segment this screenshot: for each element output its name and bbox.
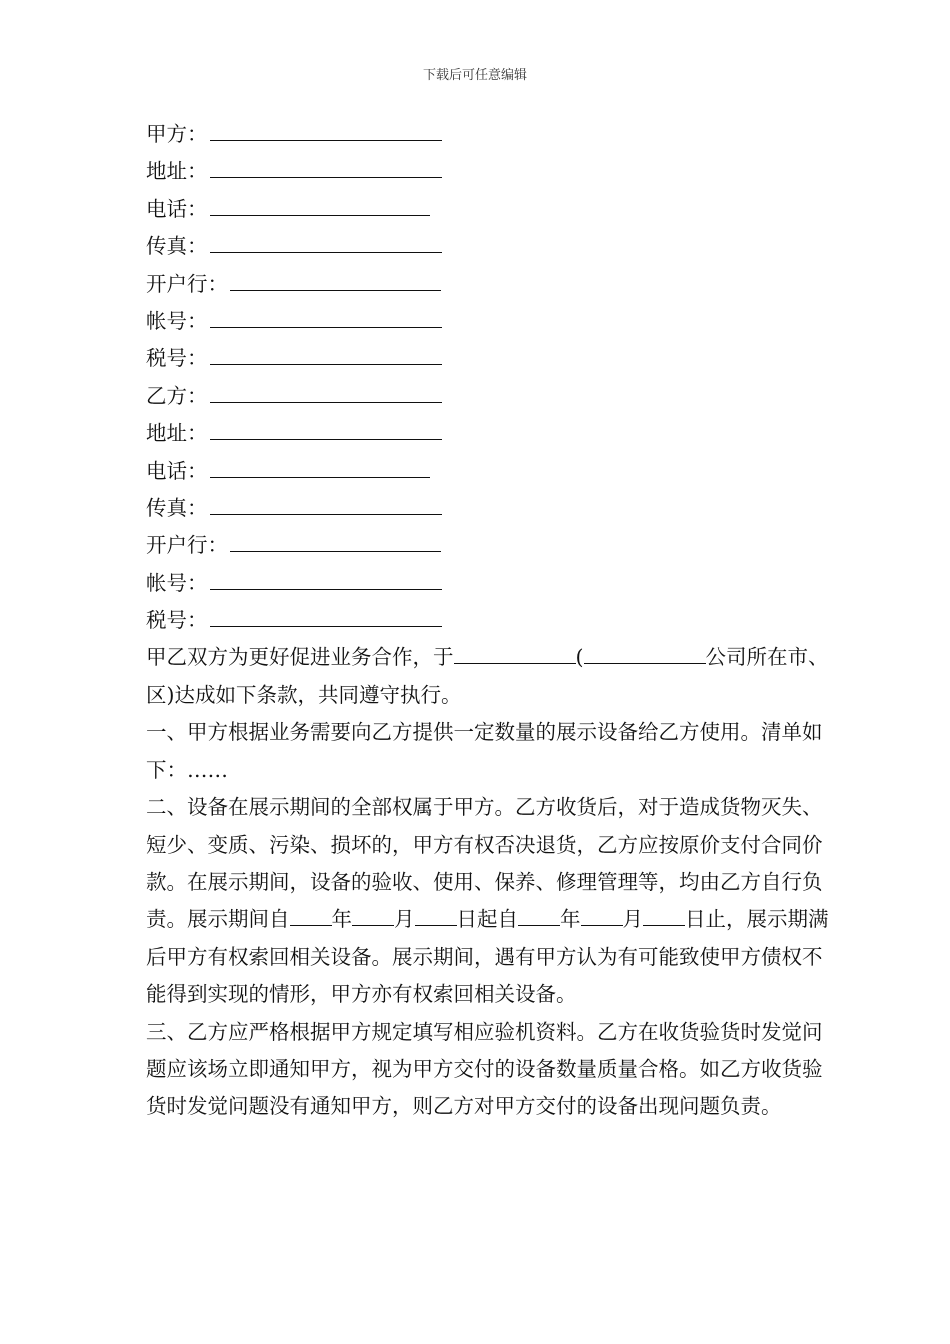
end-year-blank[interactable] <box>518 903 560 926</box>
party-b-account-field <box>146 565 836 602</box>
blank-line[interactable] <box>210 228 442 253</box>
blank-line[interactable] <box>210 153 442 178</box>
clause-1: 一、甲方根据业务需要向乙方提供一定数量的展示设备给乙方使用。清单如下：…… <box>146 720 823 782</box>
field-label: 开户行： <box>146 271 228 296</box>
blank-line[interactable] <box>210 378 442 403</box>
party-b-tax-field <box>146 602 836 639</box>
end-month-blank[interactable] <box>581 903 623 926</box>
party-a-tax-field <box>146 340 836 377</box>
field-label: 税号： <box>146 346 208 371</box>
field-label: 传真： <box>146 234 208 259</box>
party-b-name-field <box>146 378 836 415</box>
contract-body <box>146 116 836 1126</box>
field-label: 税号： <box>146 608 208 633</box>
field-label: 帐号： <box>146 308 208 333</box>
intro-text-1: 甲乙双方为更好促进业务合作，于 <box>146 645 454 670</box>
field-label: 甲方： <box>146 122 208 146</box>
blank-line[interactable] <box>230 266 441 291</box>
field-label: 电话： <box>146 196 208 221</box>
day-label: 日起自 <box>456 907 518 932</box>
blank-line[interactable] <box>210 116 442 141</box>
party-a-address-field <box>146 153 836 190</box>
blank-line[interactable] <box>210 340 442 365</box>
blank-line[interactable] <box>210 303 442 328</box>
party-b-bank-field <box>146 527 836 564</box>
party-b-address-field <box>146 415 836 452</box>
end-day-blank[interactable] <box>643 903 685 926</box>
blank-line[interactable] <box>210 565 442 590</box>
intro-paragraph <box>146 639 836 714</box>
field-label: 乙方： <box>146 383 208 408</box>
intro-text-2: ( <box>575 645 584 670</box>
blank-line[interactable] <box>230 527 441 552</box>
blank-line[interactable] <box>210 453 430 478</box>
field-label: 地址： <box>146 421 208 446</box>
year-label: 年 <box>331 907 352 932</box>
intro-text-3: 公司所在市、区)达成如下条款，共同遵守执行。 <box>146 645 829 707</box>
clause-2-tail: 日止，展示期满后甲方有权索回相关设备。展示期间，遇有甲方认为有可能致使甲方债权不能得到实现的情形，甲方亦有权索回相关设备。 <box>146 907 829 1007</box>
party-b-fax-field <box>146 490 836 527</box>
field-label: 地址： <box>146 159 208 184</box>
clause-2 <box>146 789 836 1013</box>
clause-3: 三、乙方应严格根据甲方规定填写相应验机资料。乙方在收货验货时发觉问题应该场立即通知甲方，视为甲方交付的设备数量质量合格。如乙方收货验货时发觉问题没有通知甲方，则乙方对甲方交付的设备出现问题负责。 <box>146 1019 823 1119</box>
party-a-name-field <box>146 116 836 153</box>
start-month-blank[interactable] <box>352 903 394 926</box>
party-b-phone-field <box>146 453 836 490</box>
location-blank[interactable] <box>584 641 706 664</box>
start-year-blank[interactable] <box>290 903 332 926</box>
month-label: 月 <box>394 907 415 932</box>
party-a-bank-field <box>146 266 836 303</box>
start-day-blank[interactable] <box>415 903 457 926</box>
blank-line[interactable] <box>210 191 430 216</box>
date-blank[interactable] <box>454 641 576 664</box>
month-label: 月 <box>622 907 643 932</box>
field-label: 电话： <box>146 458 208 483</box>
clause-2-text: 二、设备在展示期间的全部权属于甲方。乙方收货后，对于造成货物灭失、短少、变质、污染、损坏的，甲方有权否决退货，乙方应按原价支付合同价款。在展示期间，设备的验收、使用、保养、修理管理等，均由乙方自行负责。展示期间自 <box>146 795 823 932</box>
page-header: 下载后可任意编辑 <box>422 68 527 83</box>
field-label: 传真： <box>146 495 208 520</box>
field-label: 开户行： <box>146 533 228 558</box>
blank-line[interactable] <box>210 602 442 627</box>
year-label: 年 <box>560 907 581 932</box>
party-a-fax-field <box>146 228 836 265</box>
party-a-account-field <box>146 303 836 340</box>
field-label: 帐号： <box>146 570 208 595</box>
party-a-phone-field <box>146 191 836 228</box>
blank-line[interactable] <box>210 490 442 515</box>
blank-line[interactable] <box>210 415 442 440</box>
